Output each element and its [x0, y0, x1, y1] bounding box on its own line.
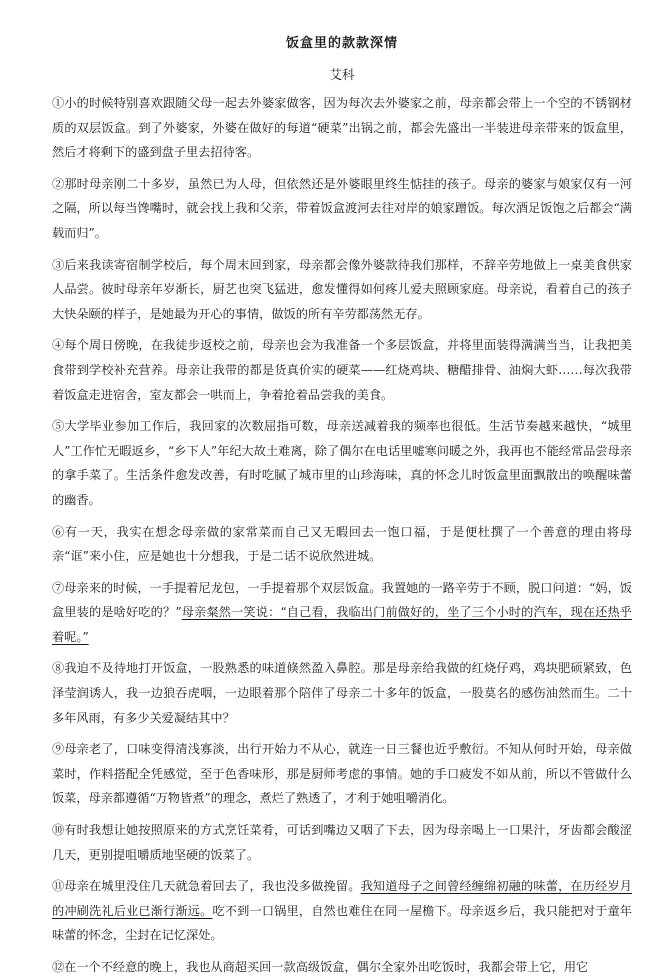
- underlined-sentence: 我知道母子之间曾经缠绵初融的味蕾，在历经岁月的冲刷洗礼后业已渐行渐远。: [52, 879, 632, 918]
- paragraph-text: ⑫在一个不经意的晚上，我也从商超买回一款高级饭盒，偶尔全家外出吃饭时，我都会带上它，用它: [52, 960, 589, 974]
- paragraph-text: ⑧我迫不及待地打开饭盒，一股熟悉的味道倏然盈入鼻腔。那是母亲给我做的红烧仔鸡，鸡块肥硕紧致，色泽莹润诱人，我一边狼吞虎咽，一边眼着那个陪伴了母亲二十多年的饭盒，一股莫名的感伤油然而生。二十多年风雨，有多少关爱凝结其中？: [52, 661, 632, 725]
- paragraph: [52, 520, 632, 569]
- paragraph-text: ①小的时候特别喜欢跟随父母一起去外婆家做客，因为每次去外婆家之前，母亲都会带上一个空的不锈钢材质的双层饭盒。到了外婆家，外婆在做好的每道“硬菜”出锅之前，都会先盛出一半装进母亲带来的饭盒里，然后才将剩下的盛到盘子里去招待客。: [52, 96, 632, 160]
- paragraph-text: ⑤大学毕业参加工作后，我回家的次数屈指可数，母亲送减着我的频率也很低。生活节奏越来越快，“城里人”工作忙无暇返乡，“乡下人”年纪大故土难离，除了偶尔在电话里嘘寒问暖之外，我再也不能经常品尝母亲的拿手菜了。生活条件愈发改善，有时吃腻了城市里的山珍海味，真的怀念儿时饭盒里面飘散出的唤醒味蕾的幽香。: [52, 419, 632, 507]
- paragraph: [52, 955, 632, 980]
- paragraph-text: ⑥有一天，我实在想念母亲做的家常菜而自己又无暇回去一饱口福，于是便杜撰了一个善意的理由将母亲“诓”来小住，应是她也十分想我，于是二话不说欣然进城。: [52, 524, 632, 564]
- paragraph: [52, 91, 632, 165]
- paragraph-text: ④每个周日傍晚，在我徒步返校之前，母亲也会为我准备一个多层饭盒，并将里面装得满满当当，让我把美食带到学校补充营养。母亲让我带的都是货真价实的硬菜——红烧鸡块、糖醋排骨、油焖大虾……每次我带着饭盒走进宿舍，室友都会一哄而上，争着抢着品尝我的美食。: [52, 338, 632, 402]
- paragraph: [52, 576, 632, 650]
- article-title: 饭盒里的款款深情: [285, 36, 398, 51]
- paragraph: [52, 737, 632, 811]
- paragraph: [52, 874, 632, 948]
- paragraph: [52, 333, 632, 407]
- paragraph: [52, 253, 632, 327]
- paragraph-text: ⑩有时我想让她按照原来的方式烹饪菜肴，可话到嘴边又咽了下去，因为母亲喝上一口果汁，牙齿都会酸涩几天，更别提咀嚼质地坚硬的饭菜了。: [52, 823, 632, 862]
- underlined-sentence: 母亲粲然一笑说：“自己看，我临出门前做好的，坐了三个小时的汽车，现在还热乎着呢。”: [52, 605, 632, 644]
- paragraph: [52, 172, 632, 246]
- paragraph-text: ②那时母亲刚二十多岁，虽然已为人母，但依然还是外婆眼里终生惦挂的孩子。母亲的婆家与娘家仅有一河之隔，所以每当馋嘴时，就会找上我和父亲，带着饭盒渡河去往对岸的娘家蹭饭。每次酒足饭饱之后都会“满载而归”。: [52, 176, 632, 240]
- paragraph: [52, 818, 632, 867]
- paragraph: [52, 414, 632, 512]
- paragraph-text: ⑨母亲老了，口味变得清浅寡淡，出行开始力不从心，就连一日三餐也近乎敷衍。不知从何时开始，母亲做菜时，作料搭配全凭感觉，至于色香味形，那是厨师考虑的事情。她的手口疲发不如从前，所以不管做什么饭菜，母亲都遵循“万物皆煮”的理念，煮烂了熟透了，才利于她咀嚼消化。: [52, 742, 632, 806]
- paragraph-text: 吃不到一口锅里，自然也难住在同一屋檐下。母亲返乡后，我只能把对于童年味蕾的怀念，尘封在记忆深处。: [52, 903, 632, 943]
- paragraph: [52, 656, 632, 730]
- article-body: [52, 91, 632, 980]
- article-author: 艾科: [329, 67, 355, 82]
- paragraph-text: ⑪母亲在城里没住几天就急着回去了，我也没多做挽留。: [52, 879, 361, 894]
- paragraph-text: ⑦母亲来的时候，一手提着尼龙包，一手提着那个双层饭盒。我置她的一路辛劳于不顾，脱口问道：“妈，饭盒里装的是啥好吃的？”: [52, 580, 632, 620]
- paragraph-text: ③后来我读寄宿制学校后，每个周末回到家，母亲都会像外婆款待我们那样，不辞辛劳地做上一桌美食供家人品尝。彼时母亲年岁渐长，厨艺也突飞猛进，愈发懂得如何疼儿爱夫照顾家庭。母亲说，看着自己的孩子大快朵颐的样子，是她最为开心的事情，做饭的所有辛劳都荡然无存。: [52, 257, 632, 321]
